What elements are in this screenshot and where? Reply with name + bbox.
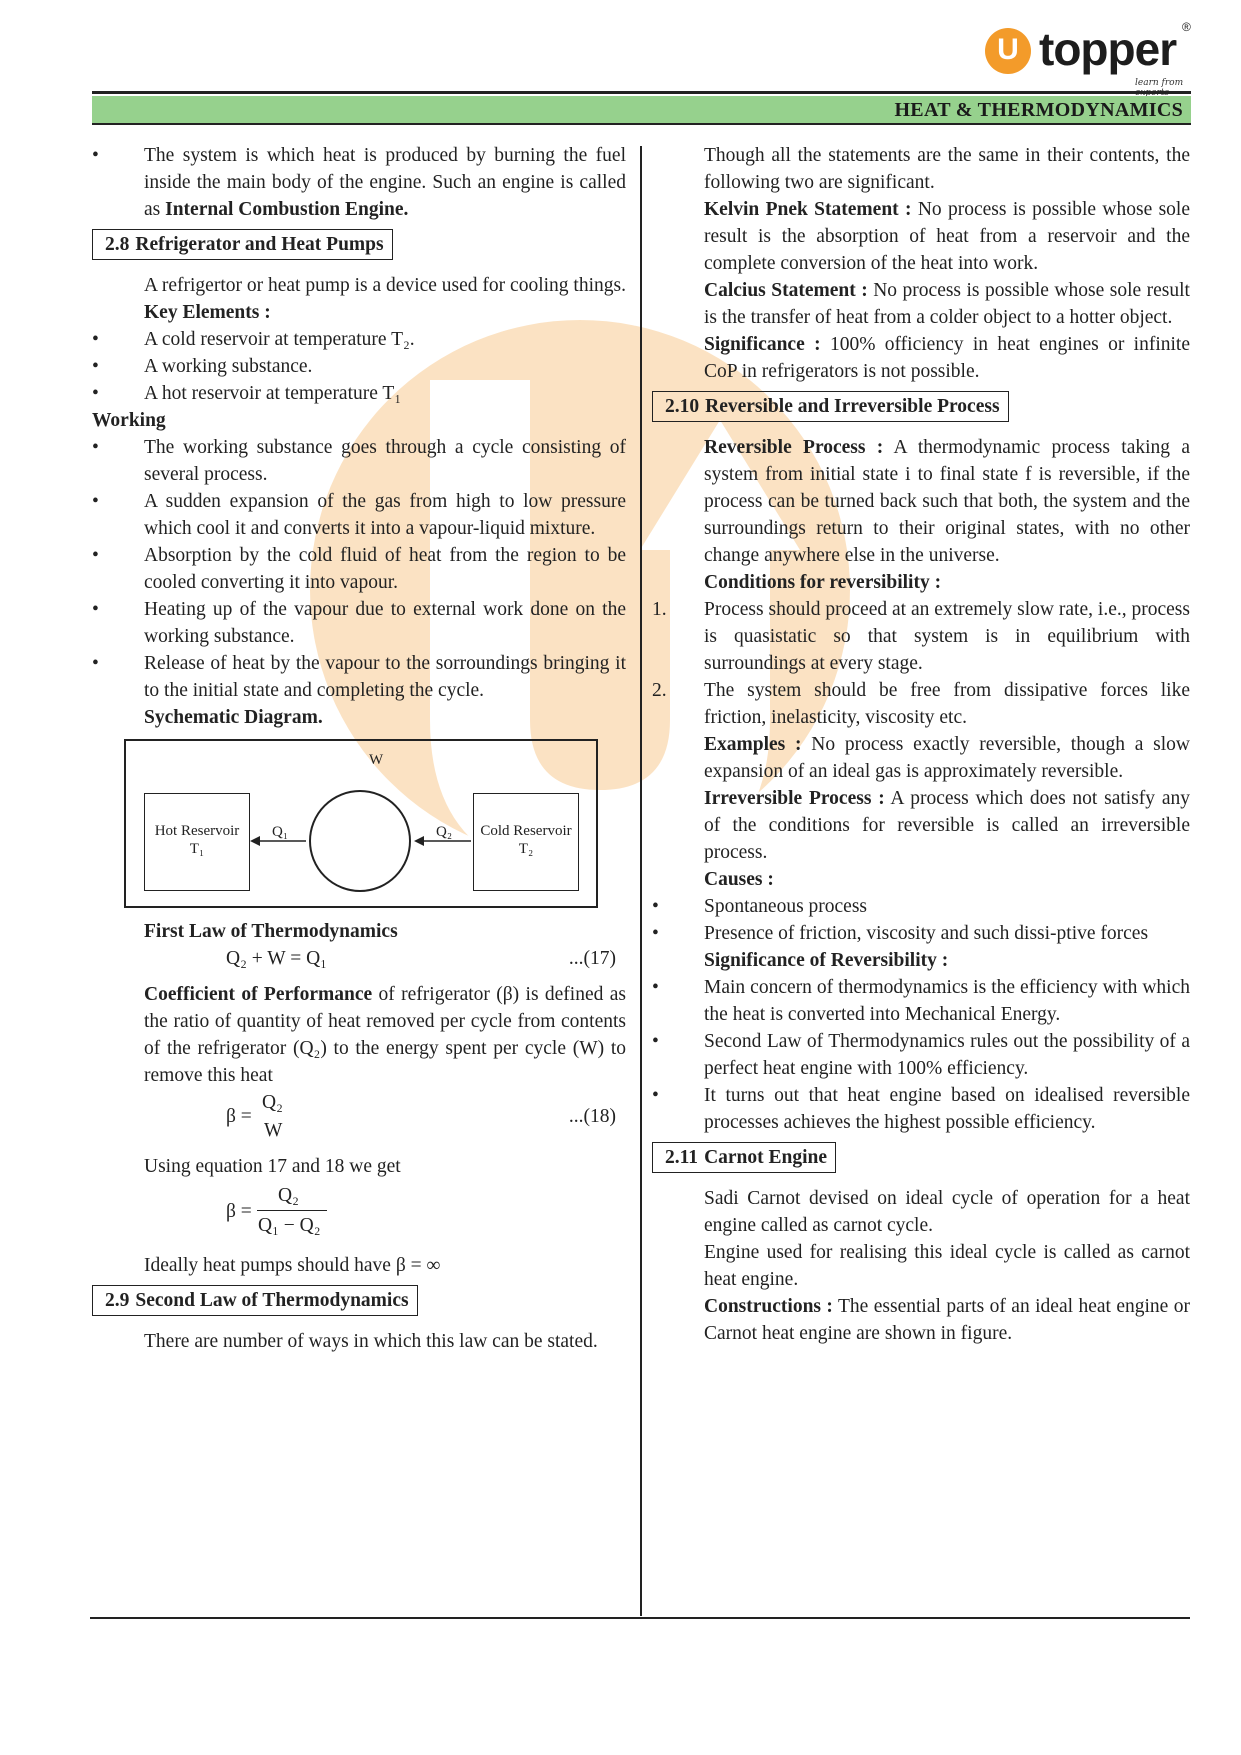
subheading: Conditions for reversibility :	[704, 572, 942, 593]
paragraph: Engine used for realising this ideal cycle is called as carnot heat engine.	[704, 1242, 1190, 1290]
subheading: Causes :	[704, 869, 774, 890]
paragraph: A refrigertor or heat pump is a device used for cooling things.	[144, 275, 626, 296]
brand-tagline: learn from	[1135, 78, 1184, 88]
paragraph: Ideally heat pumps should have β = ∞	[144, 1255, 441, 1276]
schematic-diagram	[124, 739, 598, 908]
subheading: Working	[92, 410, 166, 431]
paragraph: Though all the statements are the same in their contents, the following two are significant.	[704, 145, 1190, 193]
subheading: Sychematic Diagram.	[144, 707, 323, 728]
list-item: • Main concern of thermodynamics is the efficiency with which the heat is converted into Mechanical Energy.	[652, 977, 1190, 1025]
equation-18: β = Q₂ W ...(18)	[226, 1092, 616, 1141]
column-divider	[640, 146, 642, 1616]
list-item: • The system is which heat is produced by burning the fuel inside the main body of the engine. Such an engine is called as Internal Combustion Engine.	[92, 145, 626, 220]
paragraph: Calcius Statement : No process is possible whose sole result is the transfer of heat from a colder object to a hotter object.	[704, 280, 1190, 328]
engine-circle-and-arrows	[126, 741, 596, 906]
brand-logo	[985, 20, 1195, 90]
list-item: • A hot reservoir at temperature T₁	[92, 383, 402, 404]
equation-19: β = Q₂ Q₁ − Q₂	[92, 1180, 626, 1246]
cold-reservoir-box: Cold Reservoir T₂	[473, 793, 579, 891]
registered-mark: ®	[1182, 20, 1191, 34]
section-heading-2-11: 2.11 Carnot Engine	[652, 1142, 836, 1173]
q1-label: Q₁	[272, 824, 289, 840]
subheading: First Law of Thermodynamics	[144, 921, 398, 942]
brand-name: topper	[1039, 23, 1177, 75]
list-item: • Spontaneous process	[652, 896, 868, 917]
paragraph: Constructions : The essential parts of an ideal heat engine or Carnot heat engine are shown in figure.	[704, 1296, 1190, 1344]
paragraph: Coefficient of Performance of refrigerator (β) is defined as the ratio of quantity of heat removed per cycle from contents of the refrigerator (Q₂) to the energy spent per cycle (W) to remove this heat	[144, 984, 626, 1086]
chapter-band	[92, 96, 1191, 125]
list-item: • Absorption by the cold fluid of heat from the region to be cooled converting it into vapour.	[92, 545, 626, 593]
list-item: • Second Law of Thermodynamics rules out the possibility of a perfect heat engine with 100% efficiency.	[652, 1031, 1190, 1079]
list-item: • Release of heat by the vapour to the sorroundings bringing it to the initial state and completing the cycle.	[92, 653, 626, 701]
fraction-bar	[257, 1210, 327, 1211]
list-item: • A sudden expansion of the gas from high to low pressure which cool it and converts it into a vapour-liquid mixture.	[92, 491, 626, 539]
paragraph: There are number of ways in which this law can be stated.	[144, 1331, 598, 1352]
list-item: 1. Process should proceed at an extremely slow rate, i.e., process is quasistatic so that system is in equilibrium with surroundings at every stage.	[652, 599, 1190, 674]
hot-reservoir-box: Hot Reservoir T₁	[144, 793, 250, 891]
subheading: Significance of Reversibility :	[704, 950, 949, 971]
list-item: 2. The system should be free from dissipative forces like friction, inelasticity, viscosity etc.	[652, 680, 1190, 728]
paragraph: Sadi Carnot devised on ideal cycle of operation for a heat engine called as carnot cycle.	[704, 1188, 1190, 1236]
paragraph: Kelvin Pnek Statement : No process is possible whose sole result is the absorption of heat from a reservoir and the complete conversion of the heat into work.	[704, 199, 1190, 274]
work-label: W	[369, 752, 384, 768]
left-column	[92, 142, 626, 1355]
chapter-title: HEAT & THERMODYNAMICS	[894, 99, 1183, 121]
paragraph: Using equation 17 and 18 we get	[144, 1156, 401, 1177]
equation-17: Q₂ + W = Q₁ ...(17)	[226, 948, 616, 969]
paragraph: Examples : No process exactly reversible, though a slow expansion of an ideal gas is approximately reversible.	[704, 734, 1190, 782]
right-column	[652, 142, 1190, 1347]
section-heading-2-8: 2.8 Refrigerator and Heat Pumps	[92, 229, 393, 260]
list-item: • A working substance.	[92, 356, 313, 377]
brand-logo-icon: U	[985, 28, 1031, 74]
footer-rule	[90, 1617, 1190, 1619]
list-item: • Heating up of the vapour due to external work done on the working substance.	[92, 599, 626, 647]
section-heading-2-10: 2.10 Reversible and Irreversible Process	[652, 391, 1009, 422]
paragraph: Irreversible Process : A process which does not satisfy any of the conditions for reversible is called an irreversible process.	[704, 788, 1190, 863]
list-item: • The working substance goes through a cycle consisting of several process.	[92, 437, 626, 485]
list-item: • Presence of friction, viscosity and such dissi-ptive forces	[652, 923, 1149, 944]
q2-label: Q₂	[436, 824, 453, 840]
section-heading-2-9: 2.9 Second Law of Thermodynamics	[92, 1285, 418, 1316]
list-item: • It turns out that heat engine based on idealised reversible processes achieves the highest possible efficiency.	[652, 1085, 1190, 1133]
paragraph: Significance : 100% officiency in heat engines or infinite CoP in refrigerators is not possible.	[704, 334, 1190, 382]
paragraph: Reversible Process : A thermodynamic process taking a system from initial state i to final state f is reversible, if the process can be turned back such that both, the system and the surroundings return to their original states, with no other change anywhere else in the universe.	[704, 437, 1190, 566]
list-item: • A cold reservoir at temperature T₂.	[92, 329, 415, 350]
header-rule	[92, 91, 1191, 94]
subheading: Key Elements :	[144, 302, 271, 323]
